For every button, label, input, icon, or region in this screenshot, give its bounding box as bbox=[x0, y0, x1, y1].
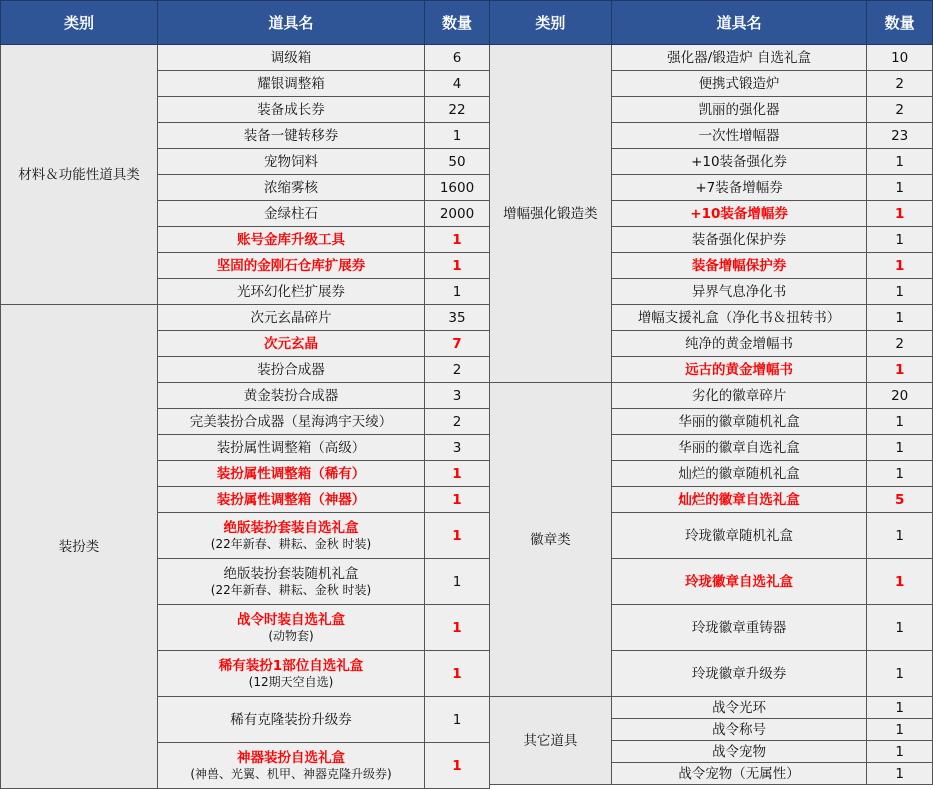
item-name-cell bbox=[158, 227, 425, 253]
item-quantity: 23 bbox=[867, 123, 933, 149]
item-name: 纯净的黄金增幅书 bbox=[685, 335, 794, 352]
item-quantity: 22 bbox=[425, 97, 490, 123]
item-quantity: 1 bbox=[425, 123, 490, 149]
item-quantity: 10 bbox=[867, 45, 933, 71]
item-name-cell bbox=[158, 605, 425, 651]
item-name: 灿烂的徽章自选礼盒 bbox=[678, 491, 800, 508]
item-name: 耀银调整箱 bbox=[257, 75, 325, 92]
item-quantity: 1 bbox=[425, 253, 490, 279]
item-name-cell bbox=[158, 71, 425, 97]
item-name-cell bbox=[611, 763, 867, 785]
item-name-cell bbox=[611, 697, 867, 719]
header-item-name: 道具名 bbox=[611, 1, 867, 45]
item-quantity: 1 bbox=[867, 357, 933, 383]
item-name: 次元玄晶碎片 bbox=[250, 309, 332, 326]
item-name-cell bbox=[611, 559, 867, 605]
item-name-cell bbox=[611, 513, 867, 559]
item-quantity: 5 bbox=[867, 487, 933, 513]
item-name: 神器装扮自选礼盒 bbox=[237, 749, 345, 766]
item-name-cell bbox=[158, 697, 425, 743]
header-row bbox=[490, 1, 933, 45]
item-name-cell bbox=[611, 71, 867, 97]
header-category: 类别 bbox=[490, 1, 612, 45]
item-name: 光环幻化栏扩展券 bbox=[237, 283, 345, 300]
item-name: 玲珑徽章重铸器 bbox=[691, 619, 787, 636]
item-name: 华丽的徽章自选礼盒 bbox=[678, 439, 800, 456]
item-quantity: 50 bbox=[425, 149, 490, 175]
item-quantity: 1 bbox=[425, 227, 490, 253]
item-name: 装扮属性调整箱（高级） bbox=[216, 439, 366, 456]
item-name-cell bbox=[158, 45, 425, 71]
item-name-cell bbox=[158, 357, 425, 383]
item-name: 一次性增幅器 bbox=[698, 127, 780, 144]
header-quantity: 数量 bbox=[867, 1, 933, 45]
item-quantity: 1 bbox=[867, 461, 933, 487]
item-quantity: 2 bbox=[867, 97, 933, 123]
item-name: 战令宠物 bbox=[712, 743, 767, 760]
item-name-cell bbox=[158, 743, 425, 789]
item-name: +10装备强化券 bbox=[691, 153, 788, 170]
item-name: 战令称号 bbox=[712, 721, 767, 738]
right-item-table bbox=[489, 0, 933, 785]
item-note: (神兽、光翼、机甲、神器克隆升级券) bbox=[190, 766, 392, 781]
item-name-cell bbox=[611, 741, 867, 763]
item-quantity: 7 bbox=[425, 331, 490, 357]
item-note: (22年新春、耕耘、金秋 时装) bbox=[210, 536, 372, 551]
item-quantity: 1 bbox=[867, 651, 933, 697]
item-name: 金绿柱石 bbox=[264, 205, 318, 222]
item-quantity: 1 bbox=[867, 719, 933, 741]
item-name: 华丽的徽章随机礼盒 bbox=[678, 413, 800, 430]
item-name: 稀有装扮1部位自选礼盒 bbox=[218, 657, 364, 674]
table-row bbox=[490, 697, 933, 719]
item-name: 装备增幅保护券 bbox=[691, 257, 787, 274]
item-name-cell bbox=[158, 149, 425, 175]
item-name-cell bbox=[611, 487, 867, 513]
item-name: 强化器/锻造炉 自选礼盒 bbox=[667, 49, 811, 66]
item-name-cell bbox=[158, 305, 425, 331]
item-note: (12期天空自选) bbox=[248, 674, 334, 689]
item-quantity: 2 bbox=[867, 331, 933, 357]
header-item-name: 道具名 bbox=[158, 1, 425, 45]
item-name: 增幅支援礼盒（净化书＆扭转书） bbox=[637, 309, 841, 326]
item-name: 次元玄晶 bbox=[264, 335, 318, 352]
item-name-cell bbox=[611, 97, 867, 123]
item-quantity: 1 bbox=[867, 763, 933, 785]
item-name: 宠物饲料 bbox=[264, 153, 318, 170]
item-name: 账号金库升级工具 bbox=[237, 231, 345, 248]
item-name: 装扮属性调整箱（稀有） bbox=[216, 465, 366, 482]
item-name: 装扮属性调整箱（神器） bbox=[216, 491, 366, 508]
item-quantity: 1 bbox=[867, 149, 933, 175]
item-name: 稀有克隆装扮升级券 bbox=[230, 711, 352, 728]
item-name-cell bbox=[158, 461, 425, 487]
item-name: 坚固的金刚石仓库扩展券 bbox=[216, 257, 366, 274]
item-quantity: 1 bbox=[425, 461, 490, 487]
table-row bbox=[490, 383, 933, 409]
item-quantity: 20 bbox=[867, 383, 933, 409]
table-row bbox=[1, 305, 490, 331]
table-row bbox=[1, 45, 490, 71]
item-name-cell bbox=[611, 435, 867, 461]
header-quantity: 数量 bbox=[425, 1, 490, 45]
item-quantity: 1 bbox=[867, 201, 933, 227]
item-name: 玲珑徽章自选礼盒 bbox=[685, 573, 794, 590]
item-name: 凯丽的强化器 bbox=[698, 101, 780, 118]
item-name: 浓缩雾核 bbox=[264, 179, 318, 196]
item-quantity: 6 bbox=[425, 45, 490, 71]
item-name: 异界气息净化书 bbox=[691, 283, 787, 300]
item-name-cell bbox=[158, 123, 425, 149]
item-name: 战令宠物（无属性） bbox=[678, 765, 800, 782]
category-cell: 材料＆功能性道具类 bbox=[1, 45, 158, 305]
item-name: 装备成长券 bbox=[257, 101, 325, 118]
item-quantity: 3 bbox=[425, 383, 490, 409]
item-quantity: 1 bbox=[867, 559, 933, 605]
item-name: 装扮合成器 bbox=[257, 361, 325, 378]
item-note: (动物套) bbox=[268, 628, 314, 643]
item-name-cell bbox=[158, 175, 425, 201]
item-name: 战令时装自选礼盒 bbox=[237, 611, 345, 628]
item-name-cell bbox=[611, 253, 867, 279]
category-cell: 增幅强化锻造类 bbox=[490, 45, 612, 383]
item-quantity: 2 bbox=[425, 357, 490, 383]
item-name-cell bbox=[611, 201, 867, 227]
item-name: 战令光环 bbox=[712, 699, 767, 716]
item-name-cell bbox=[611, 45, 867, 71]
item-name: 装备强化保护券 bbox=[691, 231, 787, 248]
item-quantity: 3 bbox=[425, 435, 490, 461]
item-quantity: 2000 bbox=[425, 201, 490, 227]
item-name-cell bbox=[611, 123, 867, 149]
item-name: +10装备增幅券 bbox=[690, 205, 788, 222]
item-name-cell bbox=[158, 331, 425, 357]
item-name-cell bbox=[158, 409, 425, 435]
item-name: 装备一键转移券 bbox=[243, 127, 339, 144]
item-quantity: 1 bbox=[867, 513, 933, 559]
category-cell: 徽章类 bbox=[490, 383, 612, 697]
item-name-cell bbox=[158, 279, 425, 305]
item-quantity: 1 bbox=[425, 513, 490, 559]
item-quantity: 2 bbox=[867, 71, 933, 97]
item-name: 绝版装扮套装自选礼盒 bbox=[223, 519, 359, 536]
item-quantity: 1 bbox=[867, 741, 933, 763]
item-quantity: 1 bbox=[425, 697, 490, 743]
item-quantity: 1 bbox=[867, 435, 933, 461]
item-name-cell bbox=[611, 409, 867, 435]
item-quantity: 35 bbox=[425, 305, 490, 331]
item-name: 玲珑徽章随机礼盒 bbox=[685, 527, 794, 544]
item-name-cell bbox=[158, 559, 425, 605]
item-name-cell bbox=[611, 279, 867, 305]
item-name-cell bbox=[158, 383, 425, 409]
item-quantity: 1 bbox=[425, 487, 490, 513]
item-quantity: 1 bbox=[867, 175, 933, 201]
header-row bbox=[1, 1, 490, 45]
item-quantity: 1 bbox=[425, 559, 490, 605]
item-quantity: 1 bbox=[425, 279, 490, 305]
item-name-cell bbox=[611, 357, 867, 383]
category-cell: 其它道具 bbox=[490, 697, 612, 785]
item-name-cell bbox=[611, 719, 867, 741]
item-name: 完美装扮合成器（星海鸿宇天绫） bbox=[189, 413, 393, 430]
item-name: 便携式锻造炉 bbox=[698, 75, 780, 92]
item-name-cell bbox=[158, 201, 425, 227]
item-quantity: 1600 bbox=[425, 175, 490, 201]
item-name-cell bbox=[158, 435, 425, 461]
item-name-cell bbox=[611, 461, 867, 487]
item-name-cell bbox=[158, 253, 425, 279]
item-name-cell bbox=[611, 175, 867, 201]
table-row bbox=[490, 45, 933, 71]
item-quantity: 1 bbox=[867, 605, 933, 651]
header-category: 类别 bbox=[1, 1, 158, 45]
item-quantity: 1 bbox=[867, 227, 933, 253]
item-quantity: 4 bbox=[425, 71, 490, 97]
item-name: 黄金装扮合成器 bbox=[243, 387, 339, 404]
item-name-cell bbox=[158, 513, 425, 559]
item-name-cell bbox=[611, 651, 867, 697]
item-quantity: 1 bbox=[867, 305, 933, 331]
item-quantity: 1 bbox=[867, 253, 933, 279]
item-name: 灿烂的徽章随机礼盒 bbox=[678, 465, 800, 482]
item-quantity: 1 bbox=[425, 605, 490, 651]
item-name-cell bbox=[611, 383, 867, 409]
item-name: 绝版装扮套装随机礼盒 bbox=[223, 565, 359, 582]
item-name: 远古的黄金增幅书 bbox=[685, 361, 794, 378]
item-name-cell bbox=[158, 97, 425, 123]
item-name-cell bbox=[611, 331, 867, 357]
item-name: 玲珑徽章升级券 bbox=[691, 665, 787, 682]
item-quantity: 1 bbox=[425, 651, 490, 697]
item-name-cell bbox=[611, 605, 867, 651]
item-name: +7装备增幅券 bbox=[695, 179, 783, 196]
item-name: 劣化的徽章碎片 bbox=[691, 387, 787, 404]
item-quantity: 1 bbox=[867, 409, 933, 435]
item-quantity: 1 bbox=[867, 697, 933, 719]
item-name-cell bbox=[158, 651, 425, 697]
item-name-cell bbox=[611, 149, 867, 175]
item-name: 调级箱 bbox=[270, 49, 312, 66]
category-cell: 装扮类 bbox=[1, 305, 158, 789]
item-name-cell bbox=[158, 487, 425, 513]
item-quantity: 1 bbox=[867, 279, 933, 305]
item-note: (22年新春、耕耘、金秋 时装) bbox=[210, 582, 372, 597]
item-quantity: 1 bbox=[425, 743, 490, 789]
item-name-cell bbox=[611, 227, 867, 253]
item-name-cell bbox=[611, 305, 867, 331]
item-quantity: 2 bbox=[425, 409, 490, 435]
